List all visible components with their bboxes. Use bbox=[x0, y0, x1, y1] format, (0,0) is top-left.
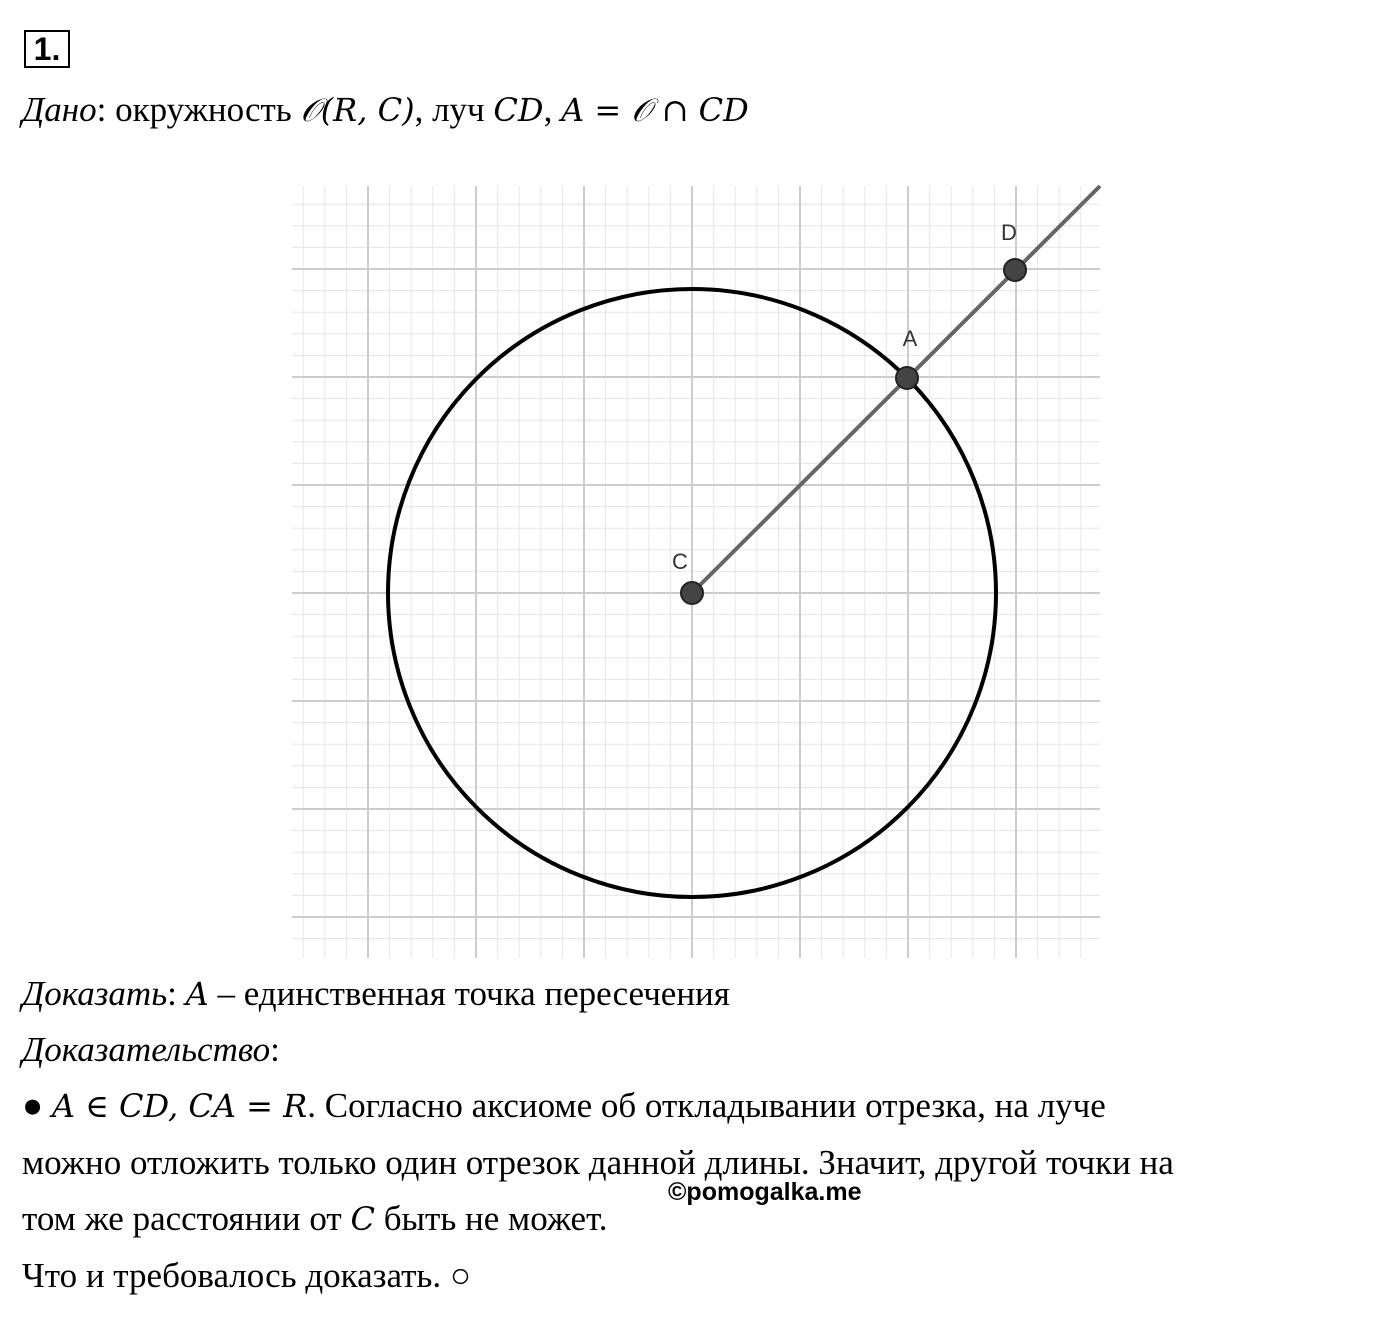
given-ray-notation: CD bbox=[493, 91, 544, 129]
task-number: 1. bbox=[24, 30, 70, 68]
point-label-c: C bbox=[672, 549, 688, 574]
proof-colon: : bbox=[270, 1030, 280, 1069]
prove-text-1: : bbox=[167, 974, 186, 1013]
watermark: ©pomogalka.me bbox=[668, 1178, 862, 1206]
proof-line-3-text-1: том же расстоянии от bbox=[22, 1199, 351, 1238]
point-c bbox=[681, 582, 703, 604]
point-a bbox=[896, 367, 918, 389]
proof-point-c: C bbox=[350, 1200, 375, 1238]
prove-statement bbox=[22, 974, 730, 1014]
bullet: ● bbox=[22, 1086, 52, 1125]
given-circle-notation: 𝒪(R, C) bbox=[300, 91, 415, 129]
proof-line-2 bbox=[22, 1143, 1174, 1183]
given-text-1: : окружность bbox=[96, 90, 301, 129]
given-intersection-notation: A = 𝒪 ∩ CD bbox=[561, 91, 749, 129]
point-d bbox=[1004, 259, 1026, 281]
proof-line-1-text: . Согласно аксиоме об откладывании отрезка, на луче bbox=[307, 1086, 1106, 1125]
prove-text-2: – единственная точка пересечения bbox=[208, 974, 730, 1013]
prove-label: Доказать bbox=[22, 974, 168, 1013]
proof-line-3 bbox=[22, 1199, 608, 1239]
given-text-2: , луч bbox=[414, 90, 494, 129]
proof-line-3-text-2: быть не может. bbox=[374, 1199, 608, 1238]
grid bbox=[292, 186, 1100, 958]
proof-formula: A ∈ CD, CA = R bbox=[51, 1087, 308, 1125]
given-text-3: , bbox=[543, 90, 562, 129]
point-label-d: D bbox=[1001, 220, 1017, 245]
proof-line-1 bbox=[22, 1086, 1106, 1126]
prove-point: A bbox=[185, 975, 209, 1013]
proof-label: Доказательство bbox=[22, 1030, 271, 1069]
point-label-a: A bbox=[902, 326, 918, 351]
given-label: Дано bbox=[22, 90, 97, 129]
proof-conclusion: Что и требовалось доказать. ○ bbox=[22, 1256, 472, 1295]
proof-line-2-text: можно отложить только один отрезок данной длины. Значит, другой точки на bbox=[22, 1143, 1174, 1182]
proof-title bbox=[22, 1030, 280, 1070]
